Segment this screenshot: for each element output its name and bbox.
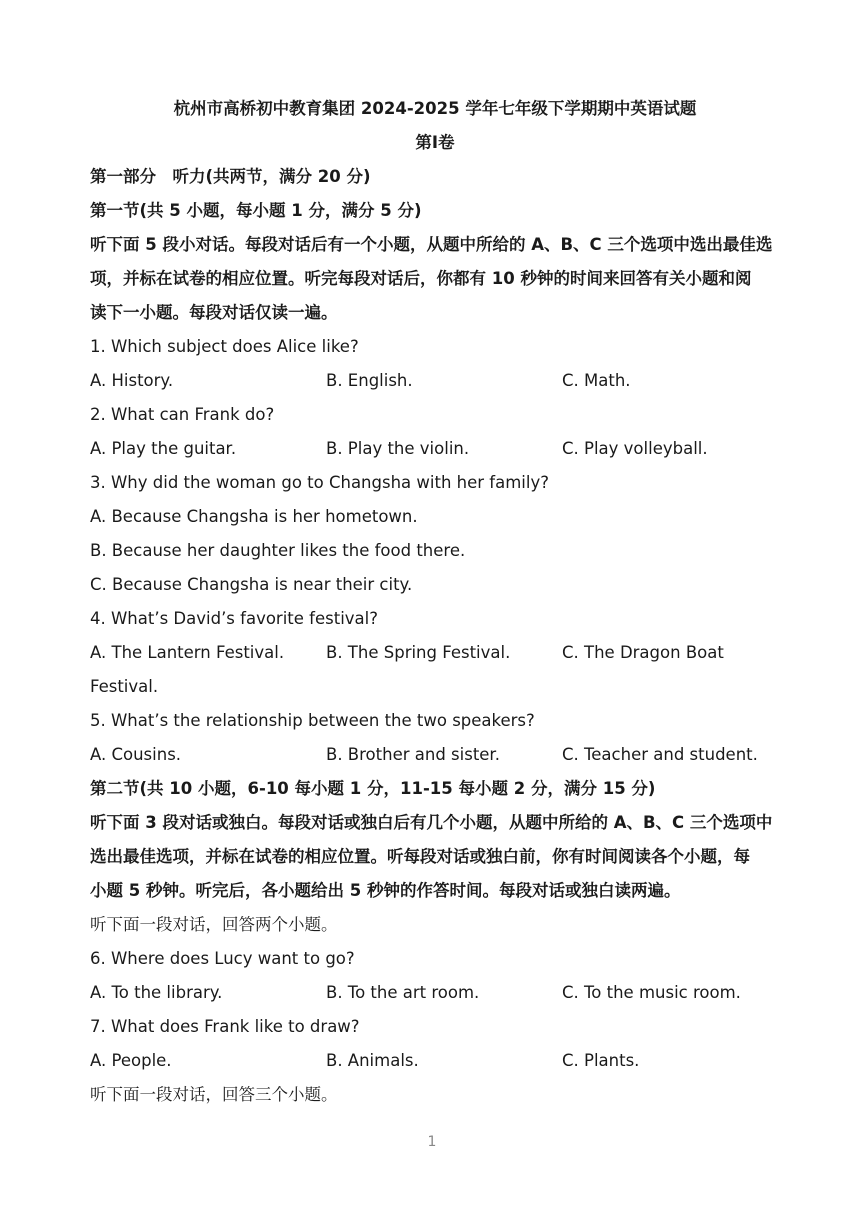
section1-heading: 第一节(共 5 小题，每小题 1 分，满分 5 分) [90,201,422,220]
question-1-options [90,364,780,398]
option-a: A. Because Changsha is her hometown. [90,507,418,526]
option-c: C. Teacher and student. [562,745,758,764]
option-a: A. People. [90,1051,172,1070]
question-6-options [90,976,780,1010]
option-b: B. English. [326,371,413,390]
option-a: A. The Lantern Festival. [90,643,285,662]
section1-instructions-line: 读下一小题。每段对话仅读一遍。 [90,303,338,322]
option-c: C. Math. [562,371,631,390]
option-b: B. Brother and sister. [326,745,500,764]
dialog-intro: 听下面一段对话，回答两个小题。 [90,915,338,934]
option-c: C. To the music room. [562,983,741,1002]
dialog-intro: 听下面一段对话，回答三个小题。 [90,1085,338,1104]
option-c: C. The Dragon Boat [562,643,724,662]
question-5-options [90,738,780,772]
section1-instructions-line: 听下面 5 段小对话。每段对话后有一个小题，从题中所给的 A、B、C 三个选项中选出最佳选 [90,235,773,254]
option-b: B. Play the violin. [326,439,470,458]
option-a: A. Cousins. [90,745,182,764]
section2-heading: 第二节(共 10 小题，6-10 每小题 1 分，11-15 每小题 2 分，满分 15 分) [90,779,656,798]
question-5-stem: 5. What’s the relationship between the two speakers? [90,711,535,730]
page-number: 1 [427,1134,437,1150]
question-2-stem: 2. What can Frank do? [90,405,275,424]
section2-instructions-line: 听下面 3 段对话或独白。每段对话或独白后有几个小题，从题中所给的 A、B、C 三个选项中 [90,813,773,832]
question-2-options [90,432,780,466]
option-c: C. Plants. [562,1051,640,1070]
option-b: B. Because her daughter likes the food there. [90,541,466,560]
option-b: B. To the art room. [326,983,480,1002]
option-c: C. Play volleyball. [562,439,708,458]
volume-label: 第Ⅰ卷 [415,133,455,152]
option-c: C. Because Changsha is near their city. [90,575,413,594]
section2-instructions-line: 选出最佳选项，并标在试卷的相应位置。听每段对话或独白前，你有时间阅读各个小题，每 [90,847,750,866]
option-b: B. The Spring Festival. [326,643,511,662]
question-1-stem: 1. Which subject does Alice like? [90,337,359,356]
option-c-continued: Festival. [90,677,159,696]
option-a: A. To the library. [90,983,223,1002]
question-6-stem: 6. Where does Lucy want to go? [90,949,355,968]
option-a: A. History. [90,371,174,390]
exam-title: 杭州市高桥初中教育集团 2024-2025 学年七年级下学期期中英语试题 [173,99,697,118]
question-3-stem: 3. Why did the woman go to Changsha with her family? [90,473,549,492]
part1-heading: 第一部分 听力(共两节，满分 20 分) [90,167,371,186]
question-4-options [90,636,780,670]
section2-instructions-line: 小题 5 秒钟。听完后，各小题给出 5 秒钟的作答时间。每段对话或独白读两遍。 [90,881,681,900]
section1-instructions-line: 项，并标在试卷的相应位置。听完每段对话后，你都有 10 秒钟的时间来回答有关小题和阅 [90,269,752,288]
page-content [90,92,780,1112]
option-a: A. Play the guitar. [90,439,237,458]
question-4-stem: 4. What’s David’s favorite festival? [90,609,378,628]
question-7-options [90,1044,780,1078]
question-7-stem: 7. What does Frank like to draw? [90,1017,360,1036]
option-b: B. Animals. [326,1051,419,1070]
